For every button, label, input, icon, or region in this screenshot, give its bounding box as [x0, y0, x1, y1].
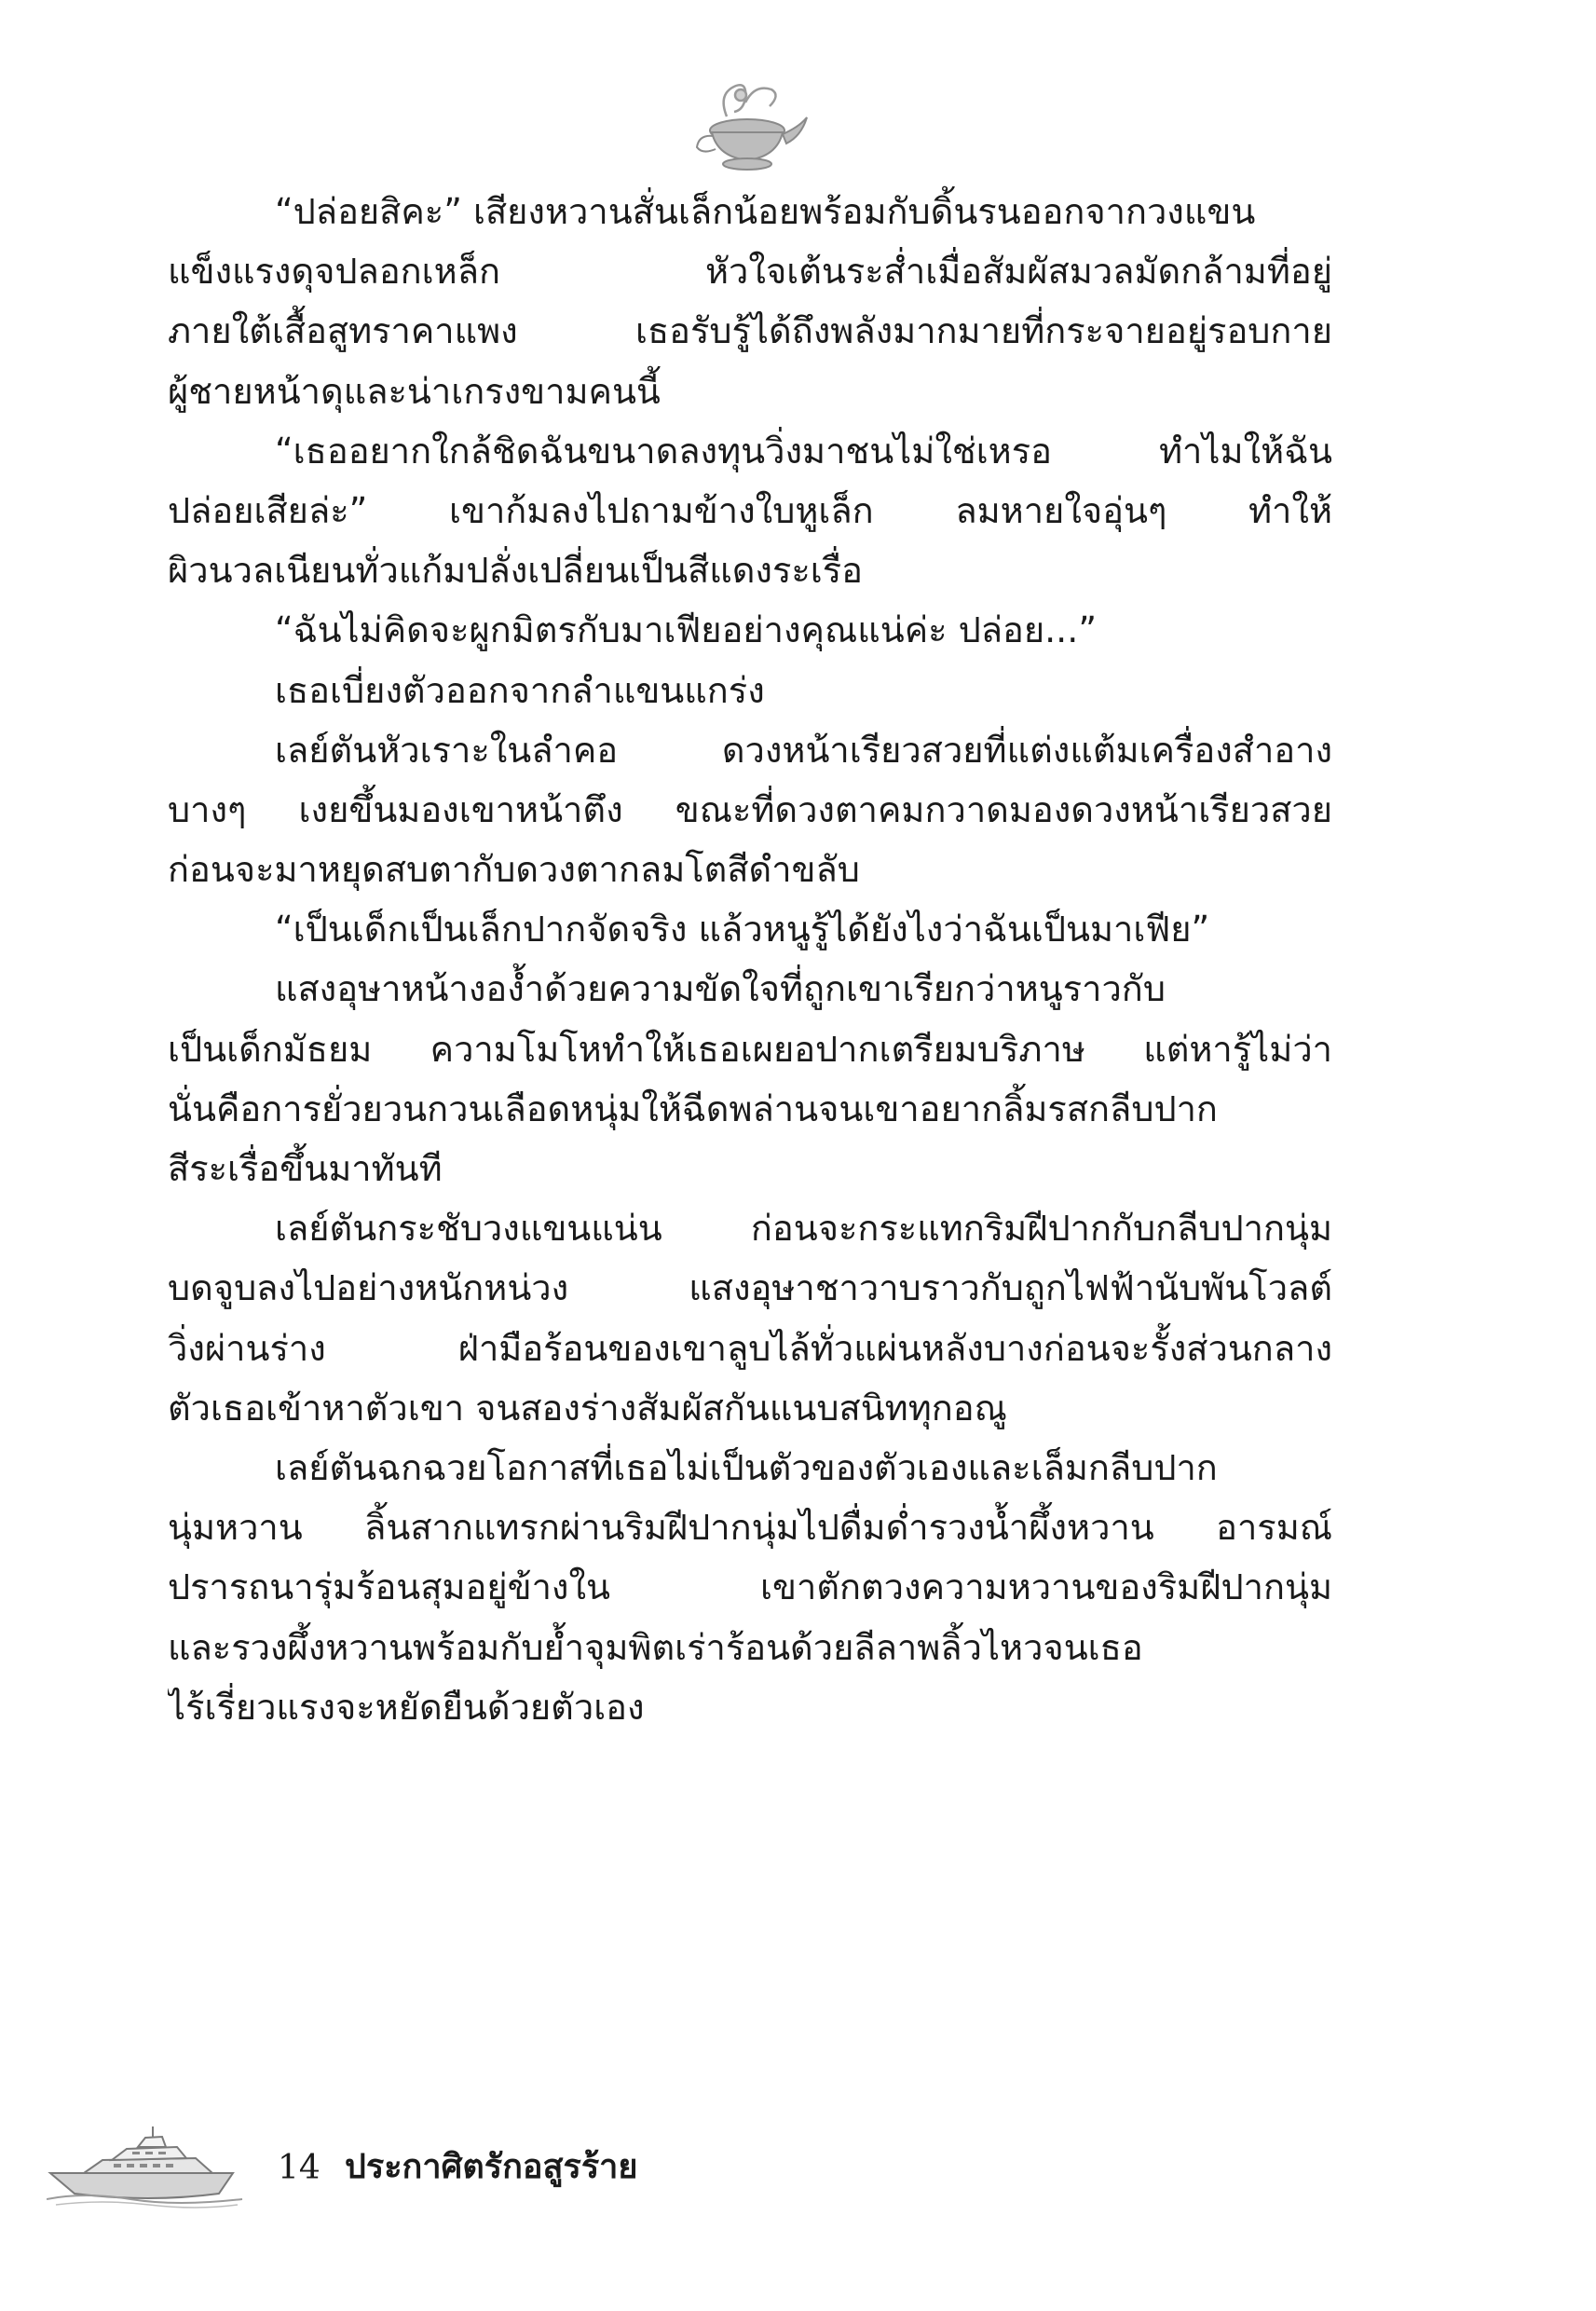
chapter-body-text [168, 182, 1332, 1737]
paragraph-line: บางๆ เงยขึ้นมองเขาหน้าตึง ขณะที่ดวงตาคมกวาดมองดวงหน้าเรียวสวย [168, 788, 1332, 830]
paragraph-line: ปรารถนารุ่มร้อนสุมอยู่ข้างใน เขาตักตวงความหวานของริมฝีปากนุ่ม [168, 1566, 1332, 1608]
page-footer [47, 2125, 885, 2218]
paragraph-line: ตัวเธอเข้าหาตัวเขา จนสองร่างสัมผัสกันแนบสนิททุกอณู [168, 1387, 1007, 1429]
book-title: ประกาศิตรักอสูรร้าย [345, 2148, 638, 2186]
paragraph-line: เลย์ตันฉกฉวยโอกาสที่เธอไม่เป็นตัวของตัวเองและเล็มกลีบปาก [275, 1446, 1218, 1488]
paragraph-line: เป็นเด็กมัธยม ความโมโหทำให้เธอเผยอปากเตรียมบริภาษ แต่หารู้ไม่ว่า [168, 1028, 1332, 1070]
paragraph-line: บดจูบลงไปอย่างหนักหน่วง แสงอุษาชาวาบราวกับถูกไฟฟ้านับพันโวลต์ [168, 1267, 1332, 1309]
paragraph-line: วิ่งผ่านร่าง ฝ่ามือร้อนของเขาลูบไล้ทั่วแผ่นหลังบางก่อนจะรั้งส่วนกลาง [168, 1327, 1332, 1369]
paragraph-line: นั่นคือการยั่วยวนกวนเลือดหนุ่มให้ฉีดพล่านจนเขาอยากลิ้มรสกลีบปาก [168, 1087, 1218, 1129]
paragraph-line: ไร้เรี่ยวแรงจะหยัดยืนด้วยตัวเอง [168, 1686, 645, 1728]
paragraph-line: ก่อนจะมาหยุดสบตากับดวงตากลมโตสีดำขลับ [168, 849, 860, 891]
paragraph-line: และรวงผึ้งหวานพร้อมกับยํ้าจุมพิตเร่าร้อนด้วยลีลาพลิ้วไหวจนเธอ [168, 1626, 1143, 1668]
paragraph-line: สีระเรื่อขึ้นมาทันที [168, 1148, 443, 1189]
paragraph-line: “เธออยากใกล้ชิดฉันขนาดลงทุนวิ่งมาชนไม่ใช่เหรอ ทำไมให้ฉัน [275, 430, 1332, 472]
paragraph-line: ภายใต้เสื้อสูทราคาแพง เธอรับรู้ได้ถึงพลังมากมายที่กระจายอยู่รอบกาย [168, 310, 1332, 352]
paragraph-line: นุ่มหวาน ลิ้นสากแทรกผ่านริมฝีปากนุ่มไปดื่มด่ำรวงนํ้าผึ้งหวาน อารมณ์ [168, 1507, 1332, 1549]
yacht-icon [47, 2125, 247, 2208]
paragraph-line: ปล่อยเสียล่ะ” เขาก้มลงไปถามข้างใบหูเล็ก ลมหายใจอุ่นๆ ทำให้ [168, 489, 1332, 531]
paragraph-line: “เป็นเด็กเป็นเล็กปากจัดจริง แล้วหนูรู้ได้ยังไงว่าฉันเป็นมาเฟีย” [275, 909, 1210, 950]
paragraph-line: “ฉันไม่คิดจะผูกมิตรกับมาเฟียอย่างคุณแน่ค่ะ ปล่อย...” [275, 609, 1098, 651]
lamp-ornament-icon [689, 75, 811, 177]
paragraph-line: ผิวนวลเนียนทั่วแก้มปลั่งเปลี่ยนเป็นสีแดงระเรื่อ [168, 550, 863, 592]
paragraph-line: แข็งแรงดุจปลอกเหล็ก หัวใจเต้นระส่ำเมื่อสัมผัสมวลมัดกล้ามที่อยู่ [168, 251, 1332, 293]
paragraph-line: เลย์ตันกระชับวงแขนแน่น ก่อนจะกระแทกริมฝีปากกับกลีบปากนุ่ม [275, 1208, 1332, 1250]
paragraph-line: ผู้ชายหน้าดุและน่าเกรงขามคนนี้ [168, 370, 661, 412]
page-number: 14 [278, 2149, 321, 2187]
paragraph-line: เธอเบี่ยงตัวออกจากลำแขนแกร่ง [275, 669, 765, 711]
paragraph-line: แสงอุษาหน้างองํ้าด้วยความขัดใจที่ถูกเขาเรียกว่าหนูราวกับ [275, 968, 1166, 1010]
paragraph-line: เลย์ตันหัวเราะในลำคอ ดวงหน้าเรียวสวยที่แต่งแต้มเครื่องสำอาง [275, 729, 1332, 771]
paragraph-line: “ปล่อยสิคะ” เสียงหวานสั่นเล็กน้อยพร้อมกับดิ้นรนออกจากวงแขน [275, 191, 1256, 232]
